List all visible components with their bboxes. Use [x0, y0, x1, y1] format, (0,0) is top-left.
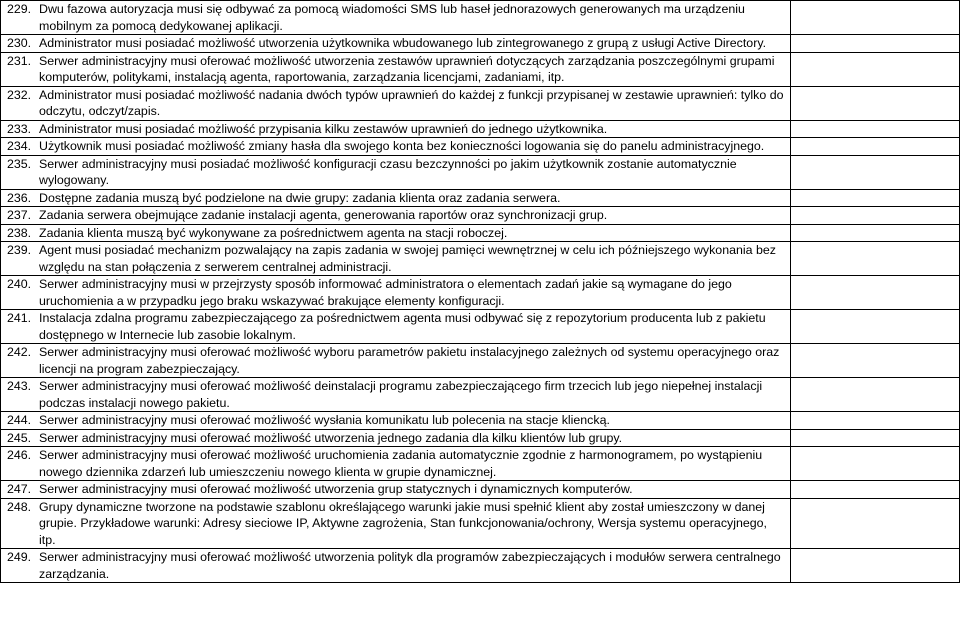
requirement-cell — [1, 481, 791, 499]
requirement-cell — [1, 498, 791, 549]
requirement-cell — [1, 447, 791, 481]
response-cell — [791, 35, 960, 53]
requirement-text: Zadania klienta muszą być wykonywane za pośrednictwem agenta na stacji roboczej. — [39, 225, 508, 240]
requirement-text: Użytkownik musi posiadać możliwość zmiany hasła dla swojego konta bez konieczności logowania się do panelu administracyjnego. — [39, 139, 765, 153]
requirement-item — [7, 412, 786, 429]
response-cell — [791, 412, 960, 430]
response-cell — [791, 276, 960, 310]
table-row — [1, 224, 960, 242]
requirement-text: Instalacja zdalna programu zabezpieczającego za pośrednictwem agenta musi odbywać się z repozytorium producenta lub z pakietu dostępnego w Internecie lub zasobie lokalnym. — [39, 311, 766, 342]
table-row — [1, 207, 960, 225]
requirement-number: 242. — [7, 345, 32, 359]
requirement-item — [7, 344, 786, 377]
response-cell — [791, 86, 960, 120]
requirement-item — [7, 121, 786, 138]
table-row — [1, 447, 960, 481]
requirement-text: Agent musi posiadać mechanizm pozwalający na zapis zadania w swojej pamięci wewnętrznej w celu ich późniejszego wykonania bez względu na stan połączenia z serwerem centralnej administracji. — [39, 243, 776, 274]
requirement-cell — [1, 412, 791, 430]
requirement-number: 229. — [7, 2, 32, 16]
requirement-item — [7, 481, 786, 498]
table-row — [1, 155, 960, 189]
requirement-number: 236. — [7, 190, 32, 205]
requirement-item — [7, 138, 786, 155]
requirement-cell — [1, 1, 791, 35]
requirement-item — [7, 1, 786, 34]
table-row — [1, 549, 960, 583]
response-cell — [791, 1, 960, 35]
requirement-item — [7, 53, 786, 86]
response-cell — [791, 242, 960, 276]
table-row — [1, 344, 960, 378]
response-cell — [791, 447, 960, 481]
requirement-number: 247. — [7, 482, 32, 496]
requirement-item — [7, 310, 786, 343]
table-row — [1, 310, 960, 344]
requirements-table-body — [1, 1, 960, 583]
requirement-text: Zadania serwera obejmujące zadanie instalacji agenta, generowania raportów oraz synchronizacji grup. — [39, 208, 608, 222]
requirement-item — [7, 430, 786, 447]
requirement-number: 232. — [7, 87, 32, 102]
requirement-item — [7, 447, 786, 480]
requirement-number: 233. — [7, 121, 32, 136]
response-cell — [791, 310, 960, 344]
table-row — [1, 189, 960, 207]
table-row — [1, 86, 960, 120]
response-cell — [791, 378, 960, 412]
response-cell — [791, 481, 960, 499]
requirement-text: Administrator musi posiadać możliwość utworzenia użytkownika wbudowanego lub zintegrowanego z grupą z usługi Active Directory. — [39, 36, 767, 50]
requirement-text: Serwer administracyjny musi w przejrzysty sposób informować administratora o elementach zadań jakie są wymagane do jego uruchomienia a w przypadku jego braku wskazywać brakujące elementy konfiguracji. — [39, 277, 732, 308]
requirement-number: 241. — [7, 311, 32, 325]
table-row — [1, 138, 960, 156]
requirement-number: 243. — [7, 379, 32, 393]
requirement-item — [7, 87, 786, 120]
requirement-number: 248. — [7, 499, 32, 514]
requirement-number: 235. — [7, 156, 32, 171]
response-cell — [791, 207, 960, 225]
response-cell — [791, 498, 960, 549]
response-cell — [791, 429, 960, 447]
requirement-number: 234. — [7, 139, 32, 153]
requirement-number: 249. — [7, 550, 32, 564]
requirement-item — [7, 378, 786, 411]
requirement-text: Grupy dynamiczne tworzone na podstawie szablonu określającego warunki jakie musi spełnić klient aby został umieszczony w danej grupie. Przykładowe warunki: Adresy sieciowe IP, Aktywne zagrożenia, Stan funkcjonowania/ochrony, Wersja systemu operacyjnego, itp. — [39, 499, 767, 547]
table-row — [1, 378, 960, 412]
requirement-cell — [1, 242, 791, 276]
requirement-text: Serwer administracyjny musi oferować możliwość uruchomienia zadania automatycznie zgodnie z harmonogramem, po wystąpieniu nowego dziennika zdarzeń lub umieszczeniu nowego klienta w grupie dynamicznej. — [39, 448, 763, 479]
response-cell — [791, 224, 960, 242]
requirement-cell — [1, 549, 791, 583]
table-row — [1, 242, 960, 276]
response-cell — [791, 344, 960, 378]
requirement-number: 239. — [7, 243, 32, 257]
requirement-item — [7, 35, 786, 52]
requirement-item — [7, 242, 786, 275]
requirement-cell — [1, 276, 791, 310]
requirement-item — [7, 225, 786, 242]
requirement-text: Serwer administracyjny musi posiadać możliwość konfiguracji czasu bezczynności po jakim użytkownik zostanie automatycznie wylogowany. — [39, 156, 737, 187]
table-row — [1, 498, 960, 549]
requirement-number: 237. — [7, 208, 32, 222]
requirement-text: Serwer administracyjny musi oferować możliwość deinstalacji programu zabezpieczającego firm trzecich lub jego niepełnej instalacji podczas instalacji nowego pakietu. — [39, 379, 763, 410]
table-row — [1, 52, 960, 86]
requirement-item — [7, 190, 786, 207]
requirement-item — [7, 499, 786, 549]
response-cell — [791, 189, 960, 207]
requirement-item — [7, 207, 786, 224]
requirement-number: 246. — [7, 448, 32, 462]
requirement-cell — [1, 35, 791, 53]
requirement-item — [7, 549, 786, 582]
table-row — [1, 412, 960, 430]
response-cell — [791, 549, 960, 583]
requirement-cell — [1, 224, 791, 242]
table-row — [1, 429, 960, 447]
table-row — [1, 481, 960, 499]
table-row — [1, 120, 960, 138]
requirement-cell — [1, 344, 791, 378]
requirement-cell — [1, 52, 791, 86]
requirement-number: 230. — [7, 36, 32, 50]
requirement-text: Serwer administracyjny musi oferować możliwość utworzenia grup statycznych i dynamicznych komputerów. — [39, 482, 633, 496]
requirement-cell — [1, 378, 791, 412]
response-cell — [791, 138, 960, 156]
requirement-text: Serwer administracyjny musi oferować możliwość utworzenia jednego zadania dla kilku klientów lub grupy. — [39, 430, 623, 445]
requirement-number: 231. — [7, 53, 32, 68]
table-row — [1, 276, 960, 310]
requirement-cell — [1, 120, 791, 138]
requirement-number: 238. — [7, 225, 32, 240]
requirement-number: 240. — [7, 277, 32, 291]
requirement-cell — [1, 189, 791, 207]
requirement-number: 244. — [7, 413, 32, 427]
requirement-item — [7, 156, 786, 189]
table-row — [1, 1, 960, 35]
table-row — [1, 35, 960, 53]
requirement-text: Serwer administracyjny musi oferować możliwość utworzenia polityk dla programów zabezpieczających i modułów serwera centralnego zarządzania. — [39, 550, 781, 581]
requirement-cell — [1, 207, 791, 225]
requirement-number: 245. — [7, 430, 32, 445]
requirement-text: Serwer administracyjny musi oferować możliwość wysłania komunikatu lub polecenia na stacje kliencką. — [39, 413, 610, 427]
requirement-text: Administrator musi posiadać możliwość przypisania kilku zestawów uprawnień do jednego użytkownika. — [39, 121, 608, 136]
requirement-cell — [1, 86, 791, 120]
requirement-text: Serwer administracyjny musi oferować możliwość wyboru parametrów pakietu instalacyjnego zależnych od systemu operacyjnego oraz licencji na program zabezpieczający. — [39, 345, 780, 376]
requirement-cell — [1, 310, 791, 344]
requirement-text: Dostępne zadania muszą być podzielone na dwie grupy: zadania klienta oraz zadania serwera. — [39, 190, 561, 205]
response-cell — [791, 155, 960, 189]
requirement-cell — [1, 155, 791, 189]
requirement-text: Serwer administracyjny musi oferować możliwość utworzenia zestawów uprawnień dotyczących zarządzania poszczególnymi grupami komputerów, politykami, instalacją agenta, raportowania, zarządzania licencjami, zadaniami, itp. — [39, 53, 775, 84]
response-cell — [791, 52, 960, 86]
requirement-cell — [1, 138, 791, 156]
requirement-text: Administrator musi posiadać możliwość nadania dwóch typów uprawnień do każdej z funkcji przypisanej w zestawie uprawnień: tylko do odczytu, odczyt/zapis. — [39, 87, 784, 118]
requirement-item — [7, 276, 786, 309]
requirement-cell — [1, 429, 791, 447]
requirement-text: Dwu fazowa autoryzacja musi się odbywać za pomocą wiadomości SMS lub haseł jednorazowych generowanych ma urządzeniu mobilnym za pomocą dedykowanej aplikacji. — [39, 2, 745, 33]
response-cell — [791, 120, 960, 138]
